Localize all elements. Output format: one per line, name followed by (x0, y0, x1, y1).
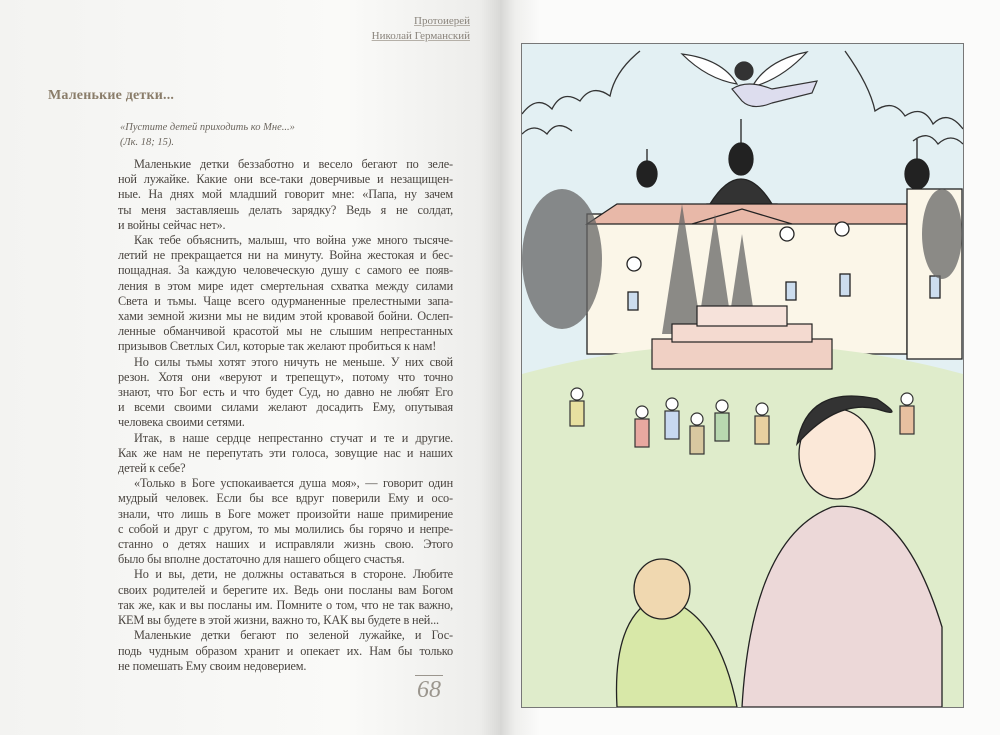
paragraph (118, 431, 453, 477)
right-page (500, 0, 1000, 735)
text-line: и войны сейчас нет». (118, 217, 226, 232)
chapter-title: Маленькие детки... (48, 88, 175, 103)
text-line: пощадная. За каждую человеческую душу с самого ее появ- (118, 263, 453, 278)
body-text (118, 157, 453, 674)
page-number: 68 (417, 677, 441, 703)
author-title: Протоиерей (414, 15, 470, 27)
text-line: резон. Хотя они «веруют и трепещут», потому что точно (118, 369, 453, 384)
paragraph (118, 628, 453, 674)
text-line: Маленькие детки бегают по зеленой лужайке, и Гос- (134, 628, 453, 643)
illustration (521, 43, 964, 708)
text-line: Но и вы, дети, не должны оставаться в стороне. Любите (134, 567, 453, 582)
paragraph (118, 476, 453, 567)
text-line: мудрый человек. Если бы все вдруг поверили Ему и осо- (118, 491, 453, 506)
paragraph (118, 157, 453, 233)
church-scene-drawing (522, 44, 963, 707)
text-line: человека своими сетями. (118, 415, 245, 430)
text-line: ленные обманчивой красотой мы не слышим непрестанных (118, 324, 453, 339)
text-line: ной лужайке. Какие они все-таки доверчивые и незащищен- (118, 172, 453, 187)
text-line: КЕМ вы будете в этой жизни, важно то, КАК вы будете в ней... (118, 613, 439, 628)
text-line: ты меня заставляешь делать зарядку? Ведь я не солдат, (118, 202, 453, 217)
text-line: подь чудным образом хранит и опекает их. Нам бы только (118, 643, 453, 658)
text-line: Света и тьмы. Чаще всего одурманенные прелестными запа- (118, 293, 453, 308)
epigraph (120, 120, 295, 150)
text-line: «Только в Боге успокаивается душа моя», — говорит один (134, 476, 453, 491)
running-head (372, 14, 470, 44)
text-line: было бы вполне достаточно для нашего общего счастья. (118, 552, 405, 567)
paragraph (118, 233, 453, 355)
text-line: Как тебе объяснить, малыш, что война уже много тысяче- (134, 233, 453, 248)
text-line: знали, что лишь в Боге может произойти наше примирение (118, 506, 453, 521)
text-line: Маленькие детки беззаботно и весело бегают по зеле- (134, 157, 453, 171)
text-line: хами земной жизни мы не видим этой кровавой бойни. Ослеп- (118, 309, 453, 324)
text-line: Как же нам не перепутать эти голоса, зовущие нас и наших (118, 445, 453, 460)
text-line: летий не прекращается ни на минуту. Война жестокая и бес- (118, 248, 453, 263)
epigraph-quote: «Пустите детей приходить ко Мне...» (120, 122, 295, 133)
text-line: знают, что Бог есть и что будет Суд, но давно не любят Его (118, 385, 453, 400)
text-line: детей к себе? (118, 461, 186, 476)
text-line: с собой и друг с другом, то мы молились бы горячо и непре- (118, 521, 453, 536)
text-line: так же, как и вы посланы им. Помните о том, что не так важно, (118, 597, 453, 612)
paragraph (118, 567, 453, 628)
text-line: Итак, в наше сердце непрестанно стучат и те и другие. (134, 430, 453, 445)
text-line: и всеми своими силами желают досадить Ему, опутывая (118, 400, 453, 415)
text-line: ления в этом мире идет смертельная схватка между силами (118, 278, 453, 293)
author-name: Николай Германский (371, 30, 470, 42)
text-line: Но силы тьмы хотят этого ничуть не меньше. У них свой (134, 354, 453, 369)
text-line: ные. На днях мой младший говорит мне: «Папа, ну зачем (118, 187, 453, 202)
text-line: своих родителей и берегите их. Ведь они посланы вам Богом (118, 582, 453, 597)
text-line: не помешать Ему своим недоверием. (118, 658, 307, 673)
epigraph-source: (Лк. 18; 15). (120, 137, 175, 148)
paragraph (118, 355, 453, 431)
text-line: призывов Светлых Сил, которые так желают пробиться к нам! (118, 339, 437, 354)
text-line: станно о детях наших и исправляли жизнь свою. Этого (118, 537, 453, 552)
